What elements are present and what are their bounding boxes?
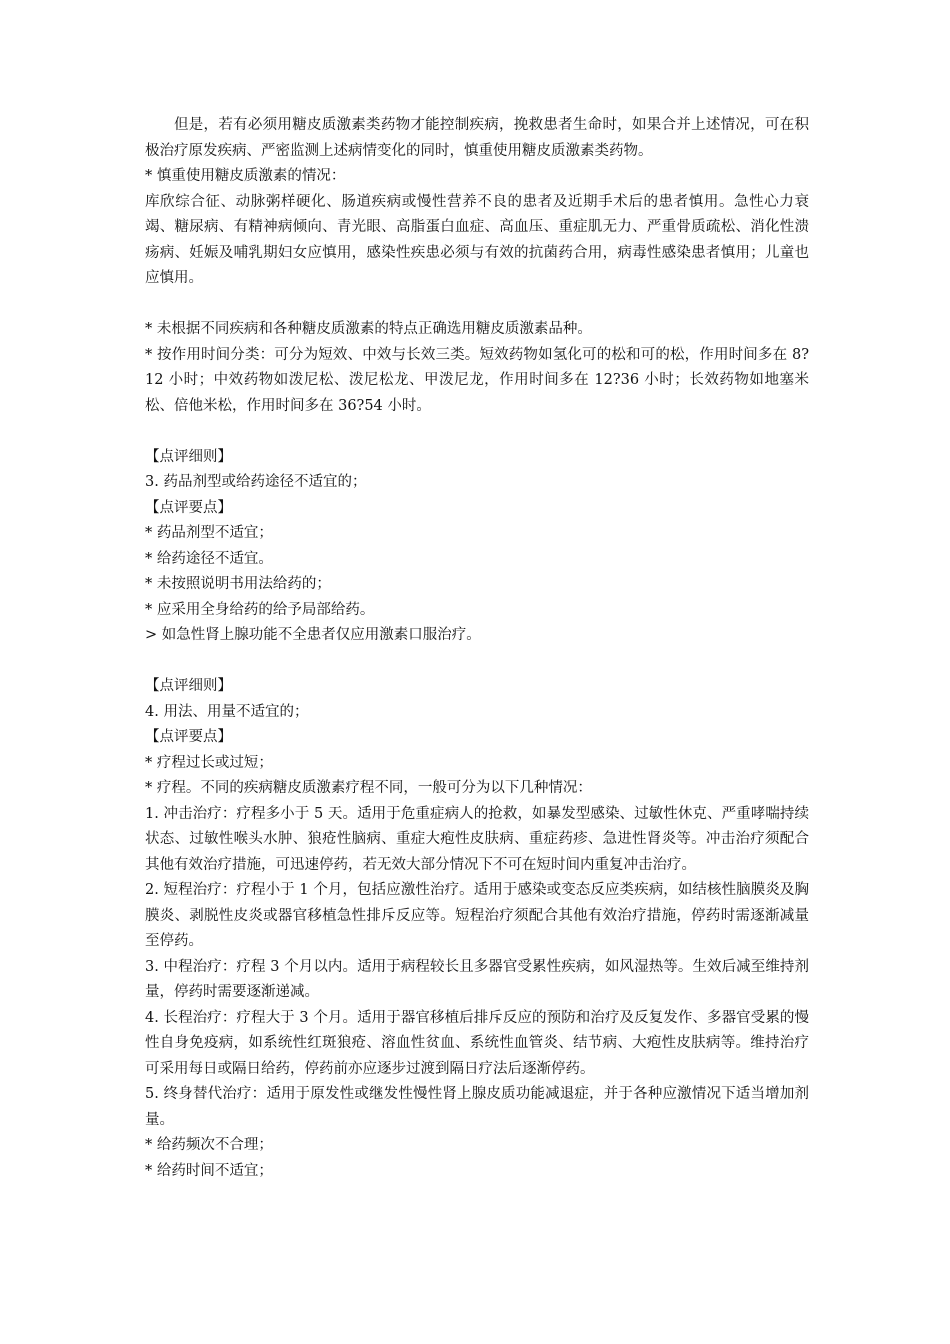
- paragraph: 3. 药品剂型或给药途径不适宜的；: [145, 474, 367, 490]
- paragraph: 2. 短程治疗：疗程小于 1 个月，包括应激性治疗。适用于感染或变态反应类疾病，如结核性脑膜炎及胸膜炎、剥脱性皮炎或器官移植急性排斥反应等。短程治疗须配合其他有效治疗措施，停药时需逐渐减量至停药。: [145, 882, 809, 949]
- paragraph: * 按作用时间分类：可分为短效、中效与长效三类。短效药物如氢化可的松和可的松，作用时间多在 8?12 小时；中效药物如泼尼松、泼尼松龙、甲泼尼龙，作用时间多在 12?36 小时；长效药物如地塞米松、倍他米松，作用时间多在 36?54 小时。: [145, 346, 809, 414]
- paragraph: 库欣综合征、动脉粥样硬化、肠道疾病或慢性营养不良的患者及近期手术后的患者慎用。急性心力衰竭、糖尿病、有精神病倾向、青光眼、高脂蛋白血症、高血压、重症肌无力、严重骨质疏松、消化性溃疡病、妊娠及哺乳期妇女应慎用，感染性疾患必须与有效的抗菌药合用，病毒性感染患者慎用；儿童也应慎用。: [145, 193, 809, 286]
- paragraph: 【点评细则】: [145, 678, 232, 694]
- paragraph: * 给药频次不合理；: [145, 1137, 273, 1153]
- paragraph: * 给药途径不适宜。: [145, 550, 273, 567]
- paragraph: * 疗程。不同的疾病糖皮质激素疗程不同，一般可分为以下几种情况：: [145, 780, 592, 796]
- paragraph: * 疗程过长或过短；: [145, 754, 273, 771]
- paragraph: 1. 冲击治疗：疗程多小于 5 天。适用于危重症病人的抢救，如暴发型感染、过敏性休克、严重哮喘持续状态、过敏性喉头水肿、狼疮性脑病、重症大疱性皮肤病、重症药疹、急进性肾炎等。冲击治疗须配合其他有效治疗措施，可迅速停药，若无效大部分情况下不可在短时间内重复冲击治疗。: [145, 805, 809, 873]
- paragraph: 4. 用法、用量不适宜的；: [145, 703, 309, 720]
- paragraph: 4. 长程治疗：疗程大于 3 个月。适用于器官移植后排斥反应的预防和治疗及反复发作、多器官受累的慢性自身免疫病，如系统性红斑狼疮、溶血性贫血、系统性血管炎、结节病、大疱性皮肤病等。维持治疗可采用每日或隔日给药，停药前亦应逐步过渡到隔日疗法后逐渐停药。: [145, 1009, 809, 1077]
- paragraph: 【点评细则】: [145, 448, 232, 465]
- paragraph: * 慎重使用糖皮质激素的情况：: [145, 168, 346, 184]
- paragraph: 3. 中程治疗：疗程 3 个月以内。适用于病程较长且多器官受累性疾病，如风湿热等。生效后减至维持剂量，停药时需要逐渐递减。: [145, 958, 809, 1000]
- paragraph: 【点评要点】: [145, 499, 232, 516]
- blank-line: [145, 419, 809, 445]
- blank-line: [145, 292, 809, 318]
- paragraph: * 药品剂型不适宜；: [145, 525, 273, 541]
- paragraph: * 应采用全身给药的给予局部给药。: [145, 601, 375, 618]
- paragraph: 5. 终身替代治疗：适用于原发性或继发性慢性肾上腺皮质功能减退症，并于各种应激情况下适当增加剂量。: [145, 1086, 809, 1128]
- paragraph: * 未按照说明书用法给药的；: [145, 576, 331, 592]
- document-body: [145, 113, 809, 1184]
- paragraph: 但是，若有必须用糖皮质激素类药物才能控制疾病，挽救患者生命时，如果合并上述情况，可在积极治疗原发疾病、严密监测上述病情变化的同时，慎重使用糖皮质激素类药物。: [145, 117, 809, 159]
- paragraph: 【点评要点】: [145, 729, 232, 745]
- blank-line: [145, 649, 809, 675]
- paragraph: * 给药时间不适宜；: [145, 1162, 273, 1179]
- paragraph: * 未根据不同疾病和各种糖皮质激素的特点正确选用糖皮质激素品种。: [145, 321, 592, 337]
- paragraph: > 如急性肾上腺功能不全患者仅应用激素口服治疗。: [145, 627, 481, 643]
